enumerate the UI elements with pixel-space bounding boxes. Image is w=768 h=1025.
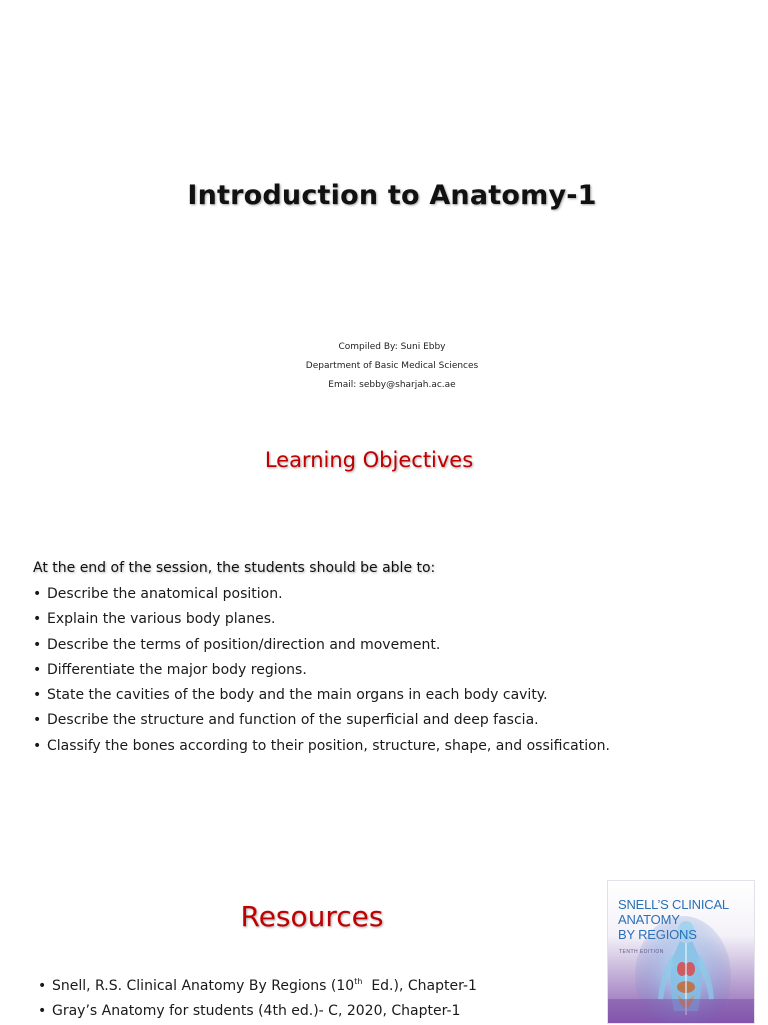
objective-text: Describe the terms of position/direction and movement. (47, 636, 441, 653)
bullet-icon: • (38, 1003, 47, 1020)
book-title (618, 897, 729, 942)
resources-list (38, 974, 477, 1025)
email: Email: sebby@sharjah.ac.ae (328, 380, 456, 390)
bullet-icon: • (33, 661, 42, 678)
department: Department of Basic Medical Sciences (305, 361, 479, 371)
resource-text: Gray’s Anatomy for students (4th ed.)- C, 2020, Chapter-1 (52, 1003, 461, 1020)
bullet-icon: • (33, 712, 42, 729)
list-item (33, 708, 610, 733)
resource-text: Snell, R.S. Clinical Anatomy By Regions (10 (52, 978, 355, 994)
list-item (33, 607, 610, 632)
bullet-icon: • (38, 978, 47, 994)
compiled-by: Compiled By: Suni Ebby (338, 342, 446, 352)
bullet-icon: • (33, 586, 42, 602)
objective-text: Describe the structure and function of the superficial and deep fascia. (47, 712, 539, 729)
book-title-line: SNELL’S CLINICAL (618, 897, 729, 912)
objective-text: Differentiate the major body regions. (47, 661, 307, 678)
list-item (33, 734, 610, 759)
book-cover-image (607, 880, 755, 1024)
list-item (33, 633, 610, 658)
list-item (33, 582, 610, 607)
list-item (33, 658, 610, 683)
document-title: Introduction to Anatomy-1 (187, 180, 597, 211)
list-item (33, 683, 610, 708)
objective-text: Describe the anatomical position. (47, 586, 283, 602)
resources-heading: Resources (240, 900, 384, 933)
book-title-line: ANATOMY (618, 912, 680, 927)
book-edition: TENTH EDITION (619, 949, 664, 955)
bullet-icon: • (33, 611, 42, 628)
credits-block (0, 338, 768, 395)
objective-text: State the cavities of the body and the main organs in each body cavity. (47, 687, 548, 704)
objective-text: Classify the bones according to their position, structure, shape, and ossification. (47, 737, 610, 754)
resource-text-after: Ed.), Chapter-1 (362, 978, 477, 994)
bullet-icon: • (33, 737, 42, 754)
bullet-icon: • (33, 636, 42, 653)
resource-superscript: th (354, 977, 363, 986)
book-title-line: BY REGIONS (618, 927, 697, 942)
list-item (38, 999, 477, 1024)
objectives-intro: At the end of the session, the students should be able to: (33, 560, 436, 576)
learning-objectives-heading: Learning Objectives (264, 448, 474, 472)
list-item (38, 974, 477, 999)
bullet-icon: • (33, 687, 42, 704)
objective-text: Explain the various body planes. (47, 611, 276, 628)
objectives-list (33, 582, 610, 759)
